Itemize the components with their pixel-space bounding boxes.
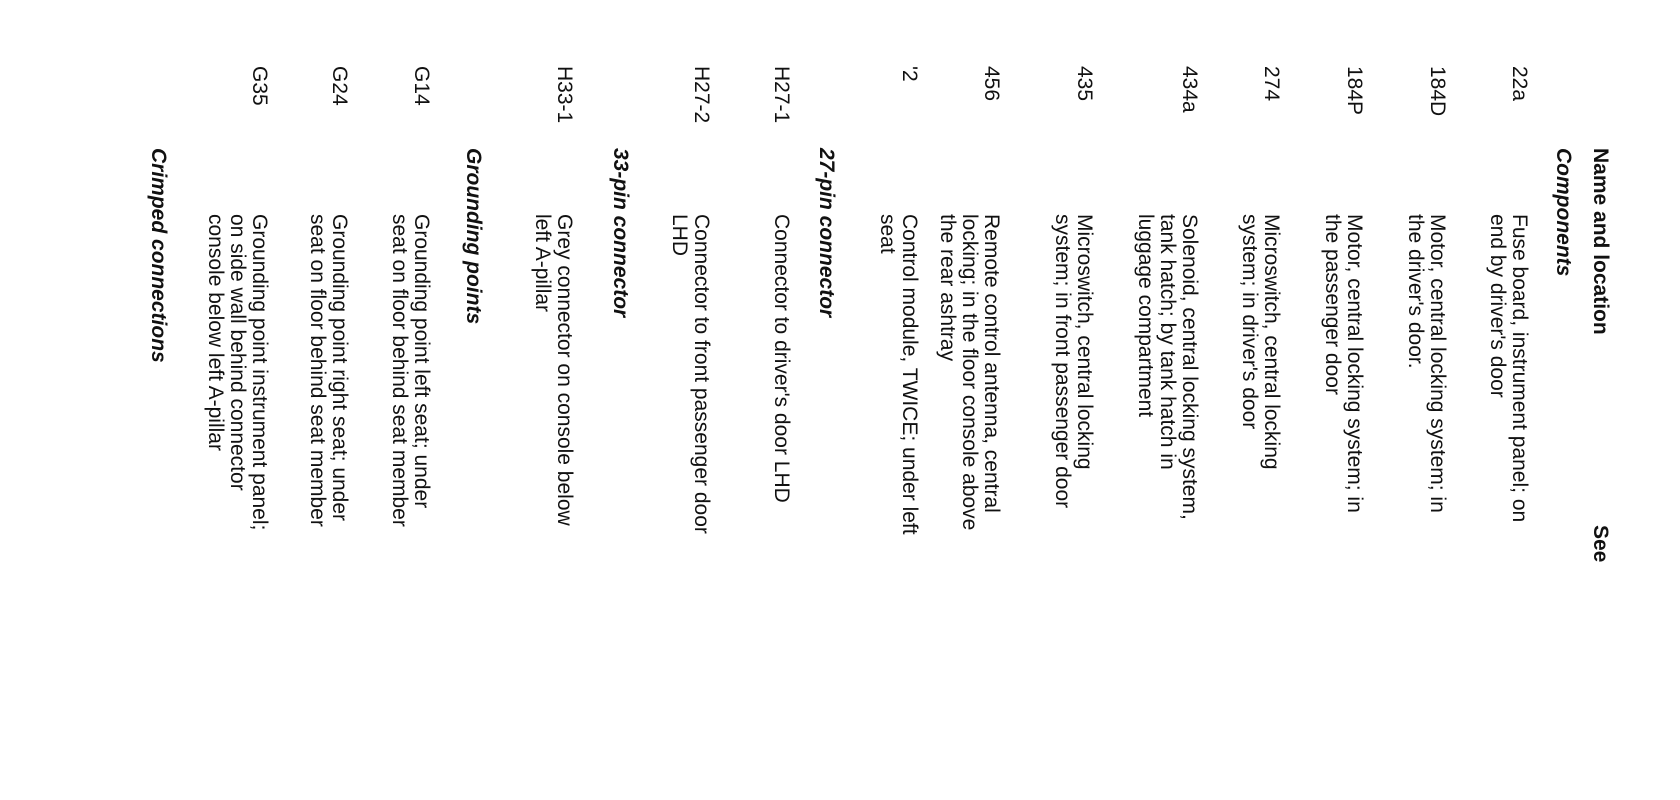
component-code: 456 (980, 66, 1003, 102)
component-description: Solenoid, central locking system, tank hatch; by tank hatch in luggage compartment (1134, 214, 1201, 520)
section-title-33-pin-connector: 33-pin connector (609, 148, 632, 318)
component-code: 184D (1426, 66, 1449, 117)
connector-code: H33-1 (553, 66, 576, 124)
grounding-code: G14 (410, 66, 433, 106)
component-code: 274 (1260, 66, 1283, 102)
grounding-description: Grounding point instrument panel; on side wall behind connector console below left A-pillar (204, 214, 271, 531)
component-description: Remote control antenna, central locking; in the floor console above the rear ashtray (936, 214, 1003, 531)
name-location-header: Name and location (1589, 148, 1612, 335)
connector-description: Grey connector on console below left A-pillar (531, 214, 576, 526)
component-description: Control module, TWICE; under left seat (876, 214, 921, 535)
component-description: Fuse board, instrument panel; on end by driver's door (1486, 214, 1531, 523)
component-description: Motor, central locking system; in the passenger door (1321, 214, 1366, 513)
section-title-crimped-connections: Crimped connections (147, 148, 170, 363)
grounding-code: G35 (248, 66, 271, 106)
connector-code: H27-1 (770, 66, 793, 124)
component-description: Microswitch, central locking system; in front passenger door (1051, 214, 1096, 509)
grounding-description: Grounding point right seat; under seat on floor behind seat member (306, 214, 351, 527)
component-description: Microswitch, central locking system; in driver's door (1238, 214, 1283, 470)
component-code: 434a (1178, 66, 1201, 113)
grounding-description: Grounding point left seat; under seat on floor behind seat member (388, 214, 433, 527)
component-code: 22a (1508, 66, 1531, 102)
section-title-components: Components (1552, 148, 1575, 277)
grounding-code: G24 (328, 66, 351, 106)
connector-description: Connector to driver's door LHD (770, 214, 793, 503)
component-code: 184P (1343, 66, 1366, 116)
component-description: Motor, central locking system; in the driver's door. (1404, 214, 1449, 513)
connector-code: H27-2 (690, 66, 713, 124)
section-title-27-pin-connector: 27-pin connector (815, 148, 838, 318)
component-code: 435 (1073, 66, 1096, 102)
component-code: '2 (898, 66, 921, 82)
section-title-grounding-points: Grounding points (462, 148, 485, 325)
connector-description: Connector to front passenger door LHD (668, 214, 713, 534)
see-header: See (1589, 525, 1612, 563)
